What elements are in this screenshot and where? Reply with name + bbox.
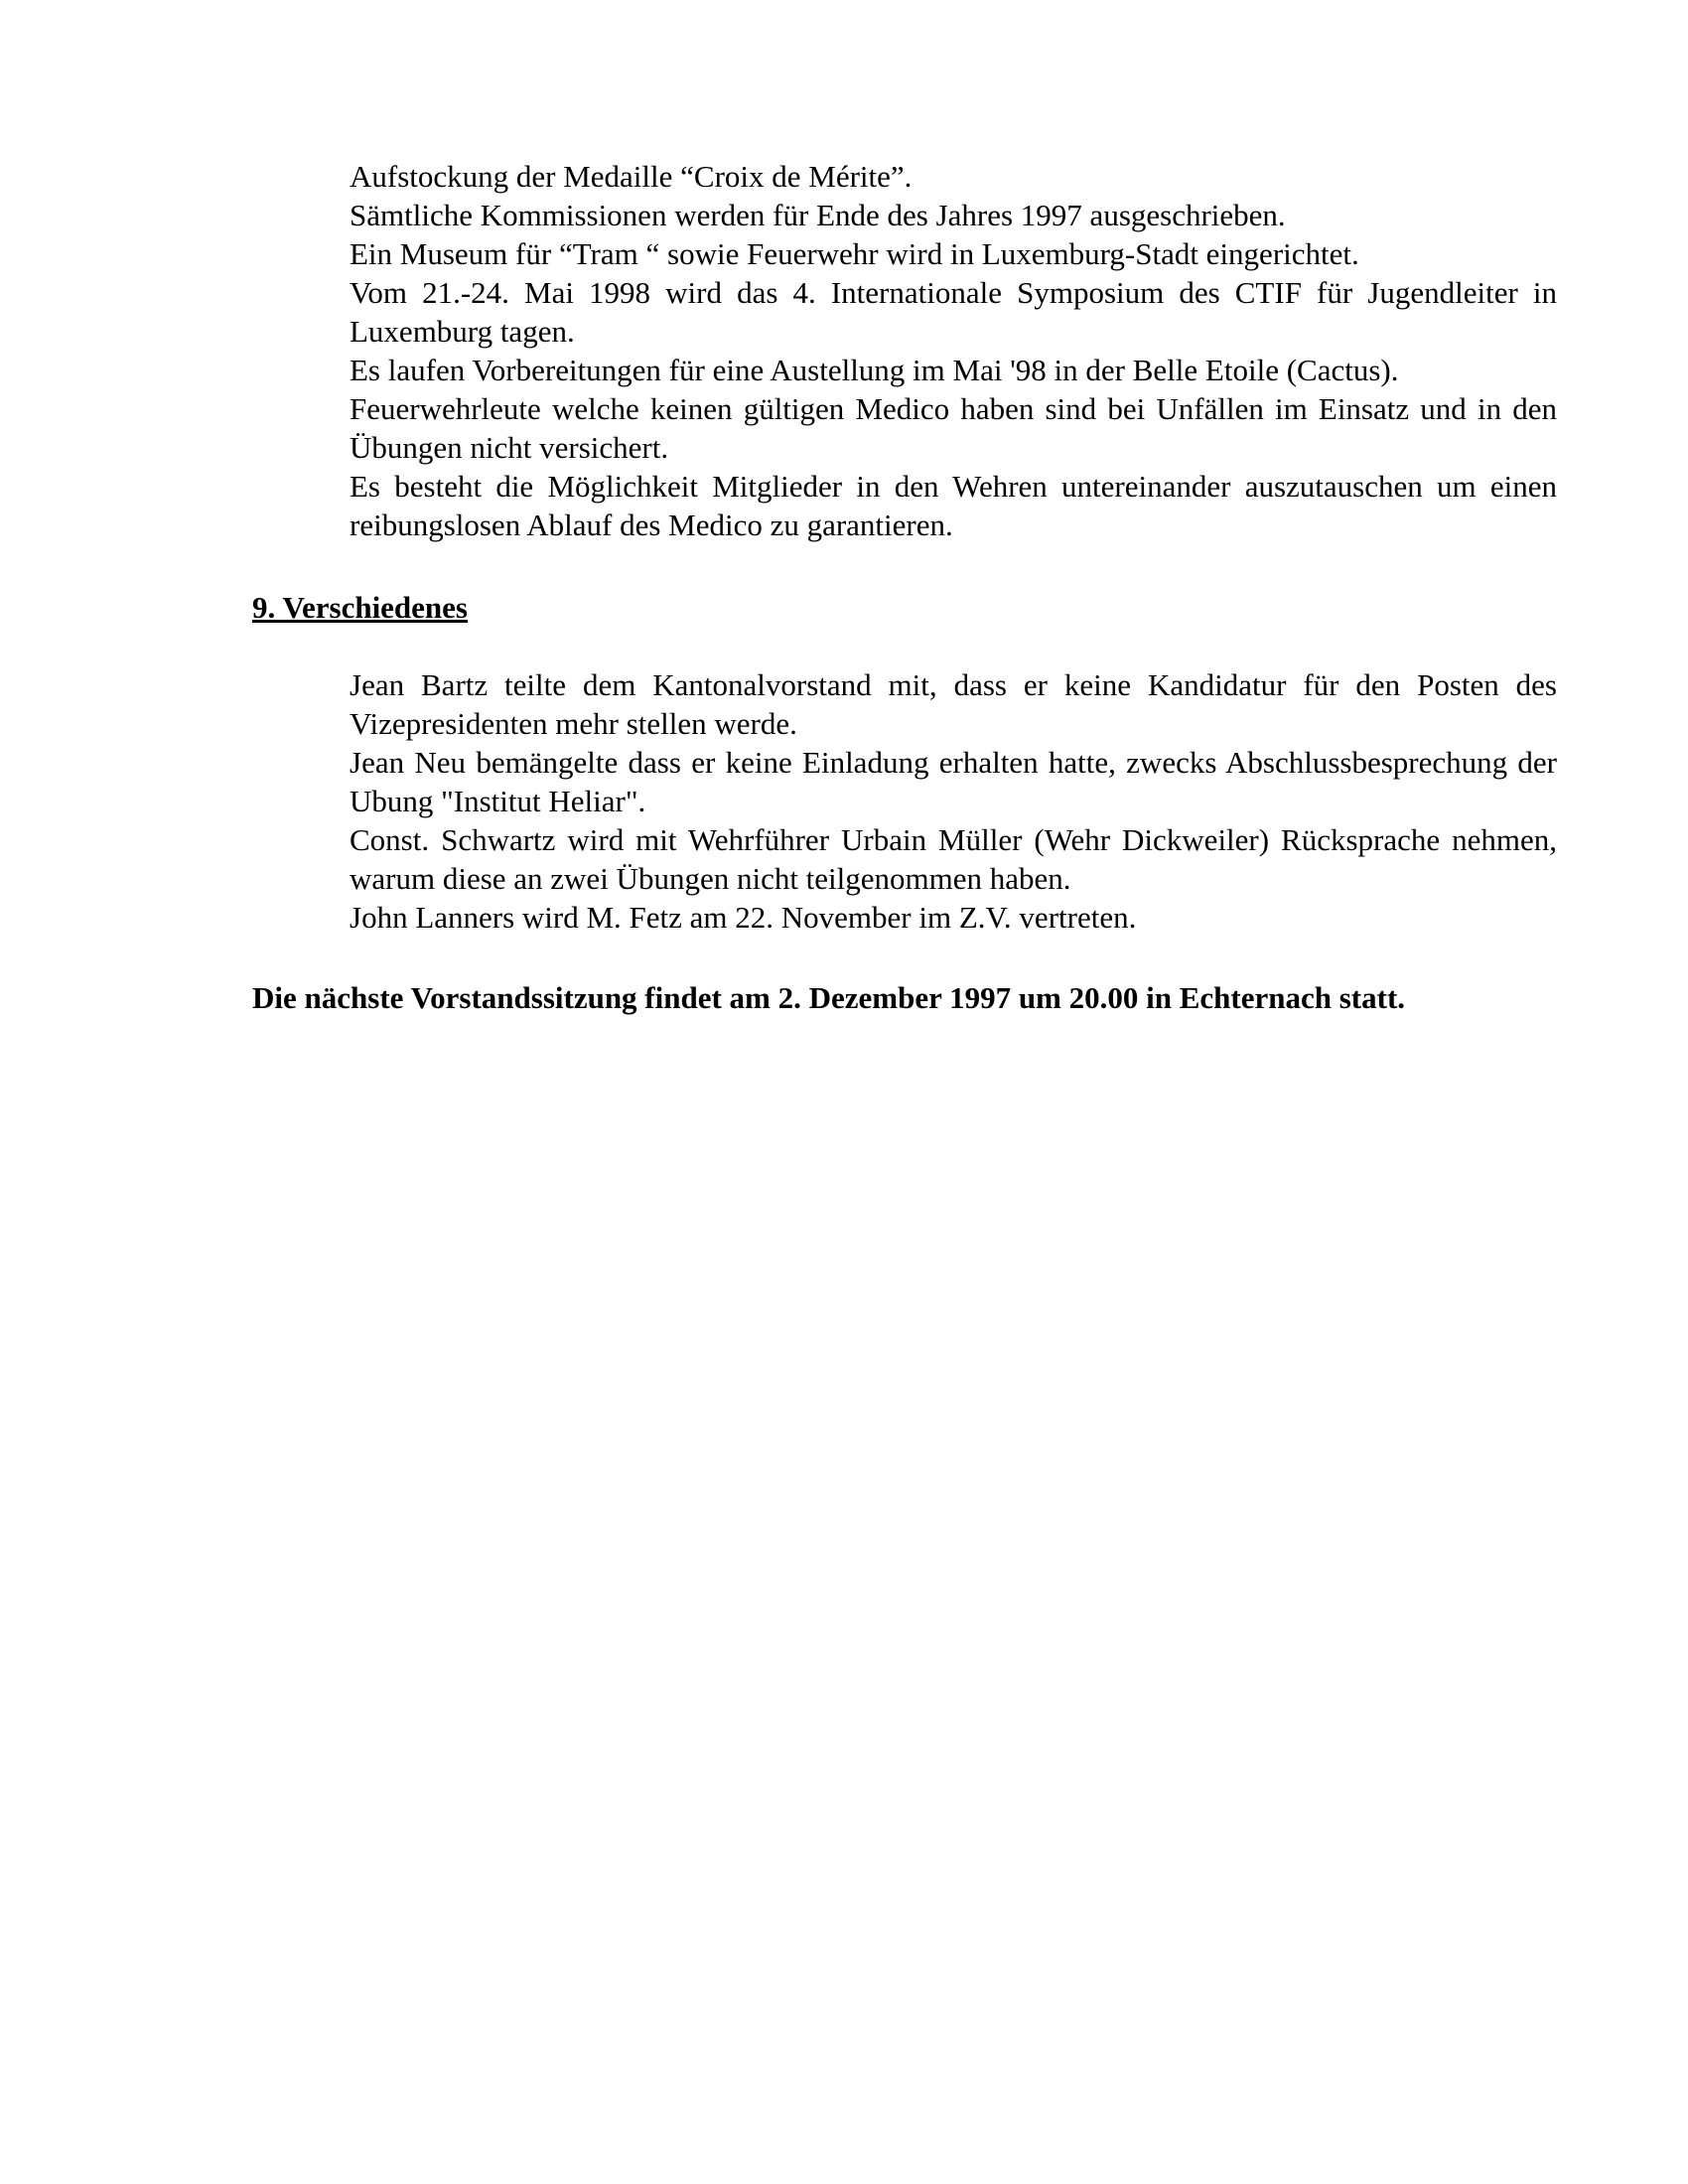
paragraph: Es besteht die Möglichkeit Mitglieder in den Wehren untereinander auszutauschen um einen reibungslosen Ablauf des Medico zu garantieren. (350, 469, 1557, 542)
section-9-paragraphs (350, 665, 1557, 937)
paragraph: Jean Neu bemängelte dass er keine Einladung erhalten hatte, zwecks Abschlussbesprechung der Ubung "Institut Heliar". (350, 745, 1557, 818)
paragraph: Jean Bartz teilte dem Kantonalvorstand mit, dass er keine Kandidatur für den Posten des Vizepresidenten mehr stellen werde. (350, 667, 1557, 741)
paragraph: John Lanners wird M. Fetz am 22. November im Z.V. vertreten. (350, 900, 1137, 935)
next-meeting-note: Die nächste Vorstandssitzung findet am 2. Dezember 1997 um 20.00 in Echternach statt. (252, 980, 1406, 1015)
paragraph: Vom 21.-24. Mai 1998 wird das 4. Internationale Symposium des CTIF für Jugendleiter in Luxemburg tagen. (350, 275, 1557, 349)
agenda-item-paragraphs (350, 157, 1557, 544)
paragraph: Aufstockung der Medaille “Croix de Mérite”. (350, 159, 913, 194)
paragraph: Feuerwehrleute welche keinen gültigen Medico haben sind bei Unfällen im Einsatz und in den Übungen nicht versichert. (350, 391, 1557, 465)
paragraph: Const. Schwartz wird mit Wehrführer Urbain Müller (Wehr Dickweiler) Rücksprache nehmen, warum diese an zwei Übungen nicht teilgenommen haben. (350, 822, 1557, 896)
paragraph: Ein Museum für “Tram “ sowie Feuerwehr wird in Luxemburg-Stadt eingerichtet. (350, 236, 1359, 271)
paragraph: Es laufen Vorbereitungen für eine Austellung im Mai '98 in der Belle Etoile (Cactus). (350, 353, 1399, 387)
section-heading: 9. Verschiedenes (252, 590, 468, 625)
paragraph: Sämtliche Kommissionen werden für Ende des Jahres 1997 ausgeschrieben. (350, 198, 1286, 232)
